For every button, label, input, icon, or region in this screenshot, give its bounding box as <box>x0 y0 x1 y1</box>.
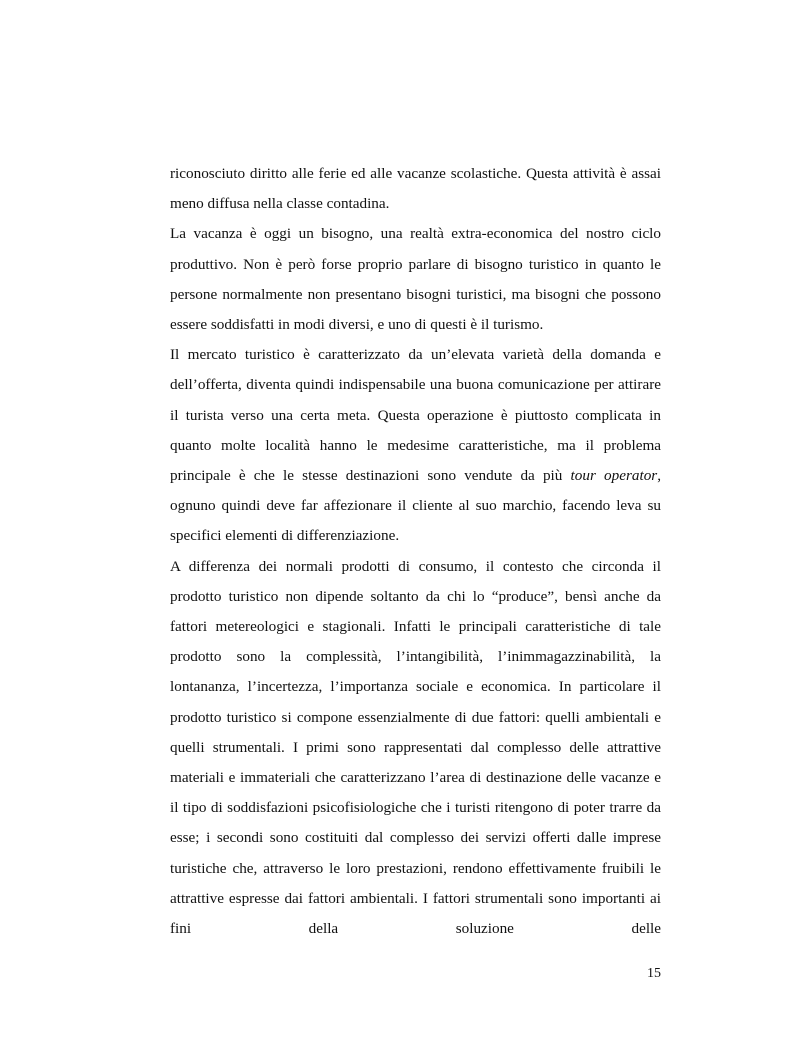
paragraph-3-text-after: , ognuno quindi deve far affezionare il cliente al suo marchio, facendo leva su specifici elementi di differenziazione. <box>170 467 661 545</box>
page-number: 15 <box>647 966 661 981</box>
paragraph-4: A differenza dei normali prodotti di consumo, il contesto che circonda il prodotto turistico non dipende soltanto da chi lo “produce”, bensì anche da fattori metereologici e stagionali. Infatti le principali caratteristiche di tale prodotto sono la complessità, l’intangibilità, l’inimmagazzinabilità, la lontananza, l’incertezza, l’importanza sociale e economica. In particolare il prodotto turistico si compone essenzialmente di due fattori: quelli ambientali e quelli strumentali. I primi sono rappresentati dal complesso delle attrattive materiali e immateriali che caratterizzano l’area di destinazione delle vacanze e il tipo di soddisfazioni psicofisiologiche che i turisti ritengono di poter trarre da esse; i secondi sono costituiti dal complesso dei servizi offerti dalle imprese turistiche che, attraverso le loro prestazioni, rendono effettivamente fruibili le attrattive espresse dai fattori ambientali. I fattori strumentali sono importanti ai fini della soluzione delle <box>170 557 661 938</box>
paragraph-1: riconosciuto diritto alle ferie ed alle vacanze scolastiche. Questa attività è assai meno diffusa nella classe contadina. <box>170 165 661 213</box>
paragraph-3 <box>170 340 661 551</box>
paragraph-3-text-before: Il mercato turistico è caratterizzato da un’elevata varietà della domanda e dell’offerta, diventa quindi indispensabile una buona comunicazione per attirare il turista verso una certa meta. Questa operazione è piuttosto complicata in quanto molte località hanno le medesime caratteristiche, ma il problema principale è che le stesse destinazioni sono vendute da più <box>170 346 661 485</box>
paragraph-3-italic-term: tour operator <box>570 467 658 485</box>
paragraph-2: La vacanza è oggi un bisogno, una realtà extra-economica del nostro ciclo produttivo. Non è però forse proprio parlare di bisogno turistico in quanto le persone normalmente non presentano bisogni turistici, ma bisogni che possono essere soddisfatti in modi diversi, e uno di questi è il turismo. <box>170 225 661 334</box>
body-text <box>170 159 661 944</box>
